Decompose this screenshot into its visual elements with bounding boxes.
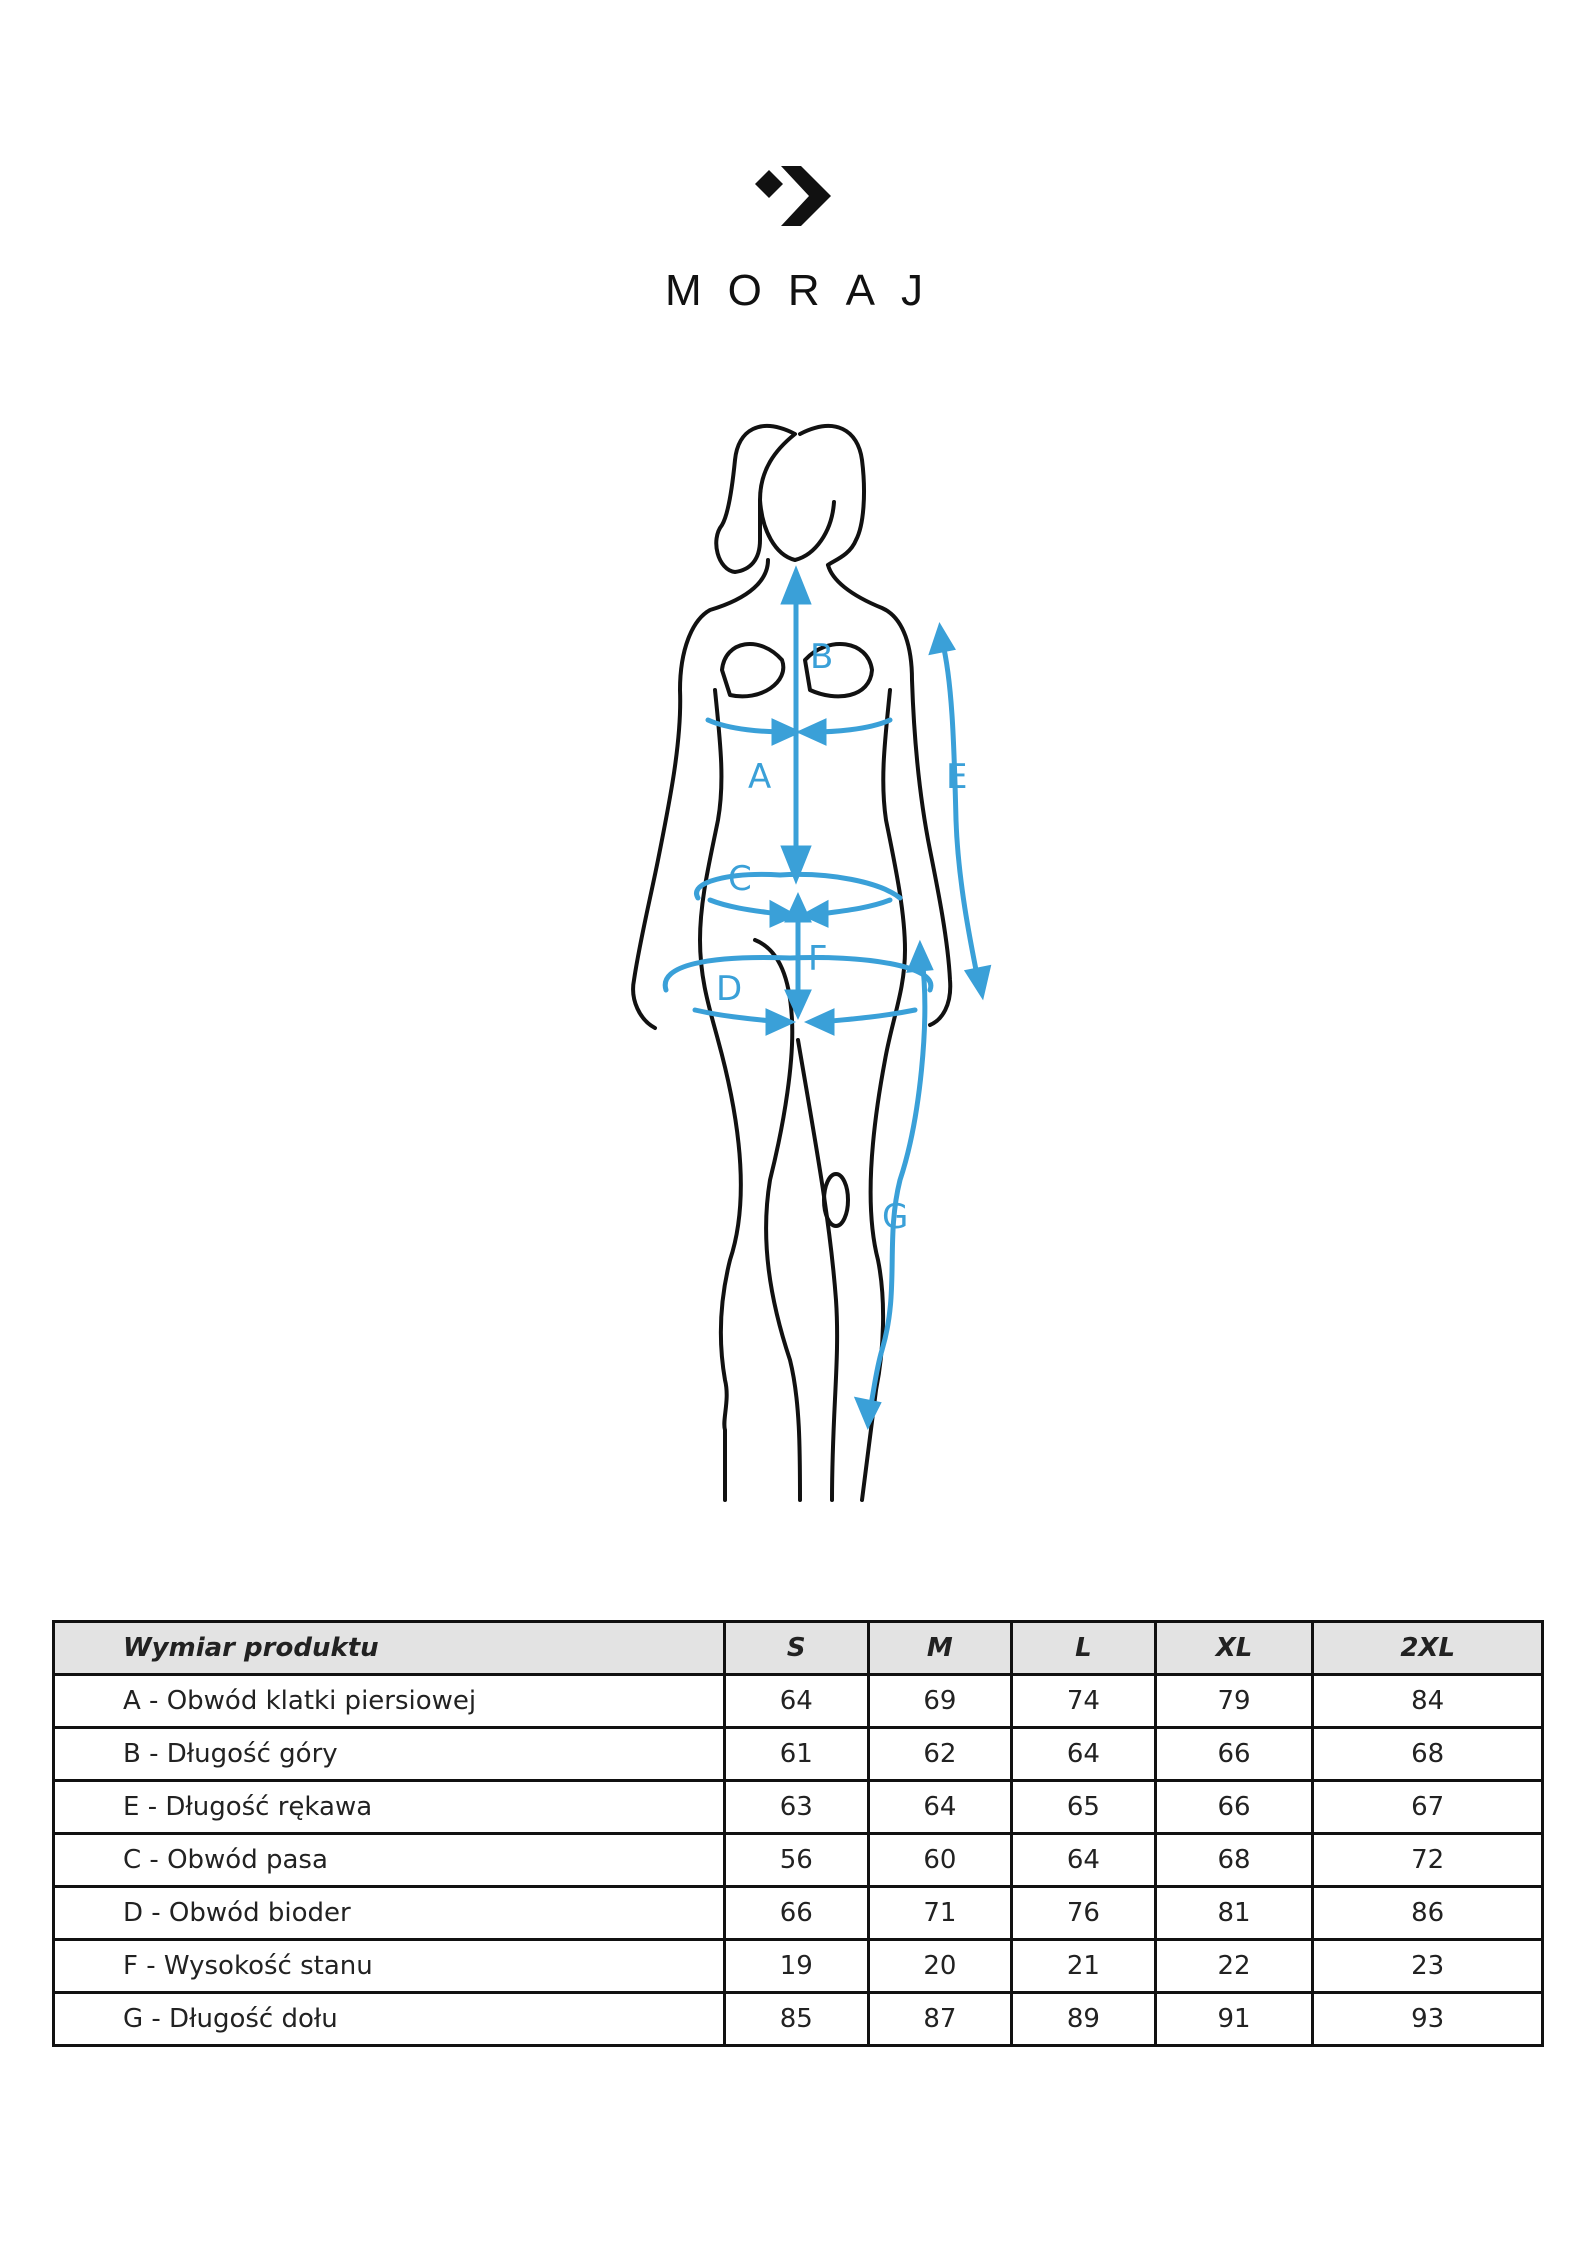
cell-value: 64 <box>1012 1728 1156 1781</box>
body-outline-illustration <box>600 420 1000 1520</box>
label-g: G <box>882 1197 909 1237</box>
cell-value: 20 <box>868 1940 1012 1993</box>
label-f: F <box>808 939 828 979</box>
row-label: B - Długość góry <box>54 1728 725 1781</box>
label-c: C <box>728 859 752 899</box>
cell-value: 69 <box>868 1675 1012 1728</box>
table-row <box>54 1834 1543 1887</box>
body-measurement-figure <box>600 420 1000 1520</box>
cell-value: 89 <box>1012 1993 1156 2046</box>
label-d: D <box>716 969 743 1009</box>
cell-value: 71 <box>868 1887 1012 1940</box>
size-table-header <box>54 1622 1543 1675</box>
cell-value: 61 <box>725 1728 869 1781</box>
table-row <box>54 1887 1543 1940</box>
brand-name: MORAJ <box>665 266 949 315</box>
row-label: F - Wysokość stanu <box>54 1940 725 1993</box>
cell-value: 91 <box>1155 1993 1313 2046</box>
row-label: C - Obwód pasa <box>54 1834 725 1887</box>
cell-value: 68 <box>1313 1728 1543 1781</box>
cell-value: 79 <box>1155 1675 1313 1728</box>
cell-value: 56 <box>725 1834 869 1887</box>
row-label: D - Obwód bioder <box>54 1887 725 1940</box>
header-size-2xl: 2XL <box>1313 1622 1543 1675</box>
header-size-xl: XL <box>1155 1622 1313 1675</box>
cell-value: 63 <box>725 1781 869 1834</box>
table-row <box>54 1940 1543 1993</box>
cell-value: 76 <box>1012 1887 1156 1940</box>
cell-value: 22 <box>1155 1940 1313 1993</box>
label-b: B <box>810 637 834 677</box>
cell-value: 72 <box>1313 1834 1543 1887</box>
cell-value: 68 <box>1155 1834 1313 1887</box>
cell-value: 87 <box>868 1993 1012 2046</box>
size-table <box>52 1620 1544 2047</box>
brand-mark-icon <box>749 150 839 240</box>
cell-value: 66 <box>725 1887 869 1940</box>
header-size-s: S <box>725 1622 869 1675</box>
cell-value: 84 <box>1313 1675 1543 1728</box>
header-size-l: L <box>1012 1622 1156 1675</box>
cell-value: 66 <box>1155 1728 1313 1781</box>
table-row <box>54 1993 1543 2046</box>
cell-value: 21 <box>1012 1940 1156 1993</box>
cell-value: 62 <box>868 1728 1012 1781</box>
row-label: A - Obwód klatki piersiowej <box>54 1675 725 1728</box>
cell-value: 23 <box>1313 1940 1543 1993</box>
cell-value: 85 <box>725 1993 869 2046</box>
cell-value: 64 <box>725 1675 869 1728</box>
cell-value: 67 <box>1313 1781 1543 1834</box>
cell-value: 66 <box>1155 1781 1313 1834</box>
header-dimension: Wymiar produktu <box>54 1622 725 1675</box>
cell-value: 60 <box>868 1834 1012 1887</box>
row-label: G - Długość dołu <box>54 1993 725 2046</box>
table-row <box>54 1675 1543 1728</box>
cell-value: 19 <box>725 1940 869 1993</box>
table-row <box>54 1728 1543 1781</box>
cell-value: 93 <box>1313 1993 1543 2046</box>
table-row <box>54 1781 1543 1834</box>
row-label: E - Długość rękawa <box>54 1781 725 1834</box>
label-a: A <box>748 757 772 797</box>
cell-value: 86 <box>1313 1887 1543 1940</box>
label-e: E <box>946 757 968 797</box>
cell-value: 65 <box>1012 1781 1156 1834</box>
header-size-m: M <box>868 1622 1012 1675</box>
brand-logo <box>0 150 1588 316</box>
cell-value: 64 <box>868 1781 1012 1834</box>
cell-value: 74 <box>1012 1675 1156 1728</box>
cell-value: 64 <box>1012 1834 1156 1887</box>
cell-value: 81 <box>1155 1887 1313 1940</box>
